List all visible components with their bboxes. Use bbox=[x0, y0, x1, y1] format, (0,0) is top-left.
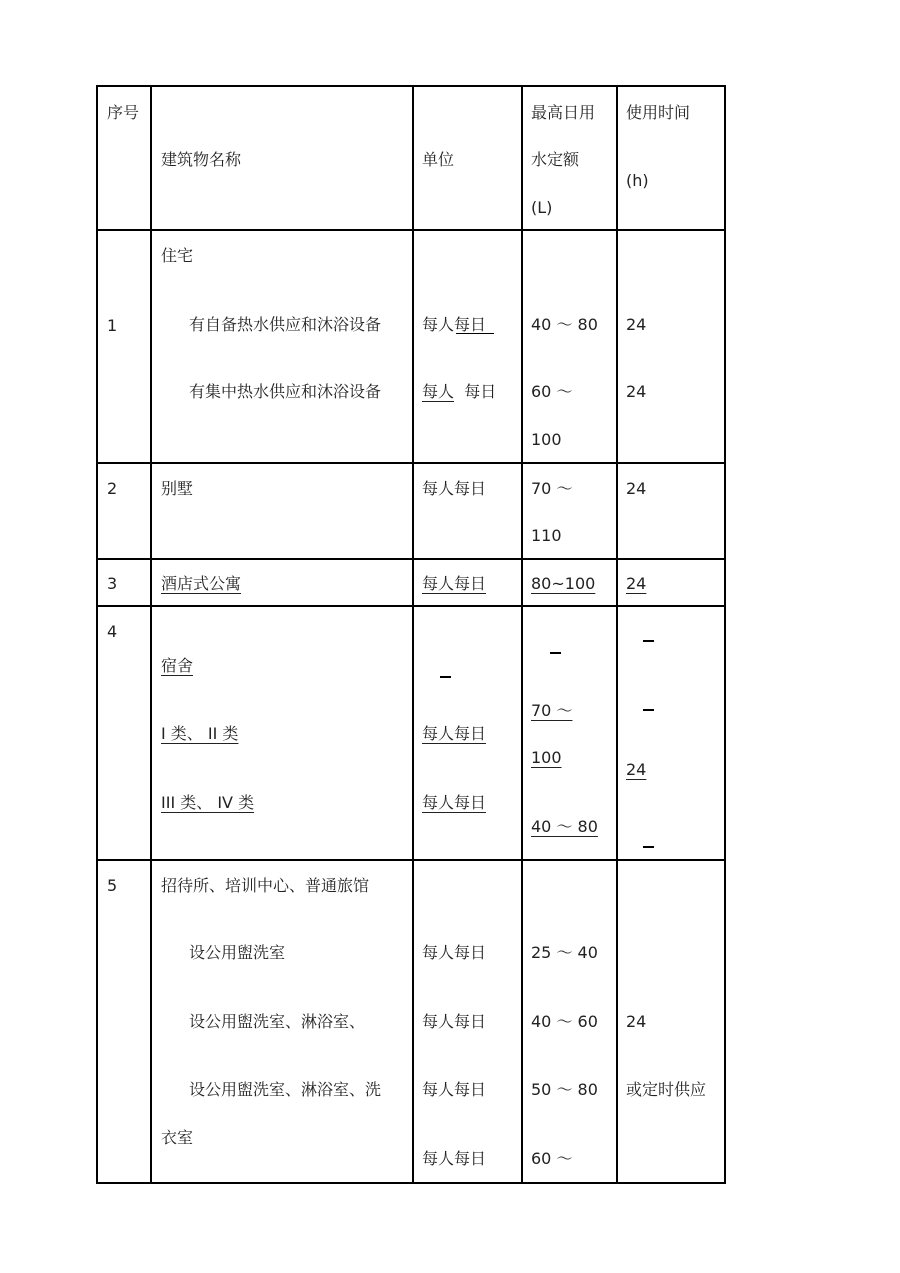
row5-sub2: 设公用盥洗室、淋浴室、 bbox=[189, 1012, 366, 1031]
row4-quota1-line1: 70 ～ bbox=[531, 701, 573, 720]
row2-seq: 2 bbox=[107, 479, 118, 498]
row2-name: 别墅 bbox=[161, 479, 194, 498]
row1-quota1: 40 ～ 80 bbox=[531, 315, 598, 334]
header-time-line2: (h) bbox=[626, 171, 649, 190]
row3-name: 酒店式公寓 bbox=[161, 574, 242, 593]
row1-name: 住宅 bbox=[161, 246, 194, 265]
row3-quota: 80~100 bbox=[531, 574, 596, 593]
row5-sub3-line1: 设公用盥洗室、淋浴室、洗 bbox=[189, 1080, 382, 1099]
row4-unit1: 每人每日 bbox=[422, 724, 487, 743]
row1-sub2: 有集中热水供应和沐浴设备 bbox=[189, 382, 382, 401]
row1-sub1: 有自备热水供应和沐浴设备 bbox=[189, 315, 382, 334]
row4-sub2: III 类、 IV 类 bbox=[161, 793, 255, 812]
row4-quota2: 40 ～ 80 bbox=[531, 817, 598, 836]
row2-time: 24 bbox=[626, 479, 647, 498]
header-name: 建筑物名称 bbox=[161, 150, 242, 169]
row5-sub3-line2: 衣室 bbox=[161, 1128, 194, 1147]
row5-quota3: 50 ～ 80 bbox=[531, 1080, 598, 1099]
row1-unit2 bbox=[422, 382, 496, 402]
col-divider-unit bbox=[521, 87, 523, 1182]
header-unit: 单位 bbox=[422, 150, 455, 169]
row5-unit1: 每人每日 bbox=[422, 943, 487, 962]
header-quota-line1: 最高日用 bbox=[531, 103, 596, 122]
header-seq: 序号 bbox=[107, 103, 140, 122]
row-divider-4 bbox=[98, 859, 724, 861]
row4-quota1-line2: 100 bbox=[531, 748, 562, 767]
water-quota-table bbox=[96, 85, 726, 1184]
row4-time-dash1 bbox=[643, 640, 654, 642]
row2-unit: 每人每日 bbox=[422, 479, 487, 498]
row-divider-header bbox=[98, 229, 724, 231]
row1-time1: 24 bbox=[626, 315, 647, 334]
row3-time: 24 bbox=[626, 574, 647, 593]
row4-unit-dash bbox=[440, 676, 451, 678]
row4-time-dash3 bbox=[643, 846, 654, 848]
col-divider-name bbox=[412, 87, 414, 1182]
row-divider-3 bbox=[98, 605, 724, 607]
row4-time-dash2 bbox=[643, 709, 654, 711]
row4-seq: 4 bbox=[107, 622, 118, 641]
row5-unit3: 每人每日 bbox=[422, 1080, 487, 1099]
row5-unit2: 每人每日 bbox=[422, 1012, 487, 1031]
row5-time1: 24 bbox=[626, 1012, 647, 1031]
header-quota-line2: 水定额 bbox=[531, 150, 580, 169]
row1-unit1 bbox=[422, 315, 486, 335]
row-divider-1 bbox=[98, 462, 724, 464]
row5-quota4: 60 ～ bbox=[531, 1149, 573, 1168]
row5-seq: 5 bbox=[107, 876, 118, 895]
row5-sub1: 设公用盥洗室 bbox=[189, 943, 286, 962]
row2-quota-line1: 70 ～ bbox=[531, 479, 573, 498]
row2-quota-line2: 110 bbox=[531, 526, 562, 545]
row1-quota2-line1: 60 ～ bbox=[531, 382, 573, 401]
header-time-line1: 使用时间 bbox=[626, 103, 691, 122]
row1-quota2-line2: 100 bbox=[531, 430, 562, 449]
row-divider-2 bbox=[98, 558, 724, 560]
col-divider-seq bbox=[150, 87, 152, 1182]
row4-time: 24 bbox=[626, 760, 647, 779]
row3-seq: 3 bbox=[107, 574, 118, 593]
row5-unit4: 每人每日 bbox=[422, 1149, 487, 1168]
row4-unit2: 每人每日 bbox=[422, 793, 487, 812]
row4-name: 宿舍 bbox=[161, 656, 194, 675]
row5-quota2: 40 ～ 60 bbox=[531, 1012, 598, 1031]
row1-unit1-underline bbox=[456, 333, 494, 334]
header-quota-line3: (L) bbox=[531, 198, 553, 217]
row1-unit2-part-b: 每日 bbox=[464, 382, 497, 401]
row5-quota1: 25 ～ 40 bbox=[531, 943, 598, 962]
row5-time2: 或定时供应 bbox=[626, 1080, 707, 1099]
row1-seq: 1 bbox=[107, 316, 118, 335]
row5-name: 招待所、培训中心、普通旅馆 bbox=[161, 876, 370, 895]
col-divider-quota bbox=[616, 87, 618, 1182]
row3-unit: 每人每日 bbox=[422, 574, 487, 593]
row1-unit1-text: 每人每日 bbox=[422, 315, 487, 334]
row4-quota-dash bbox=[550, 652, 561, 654]
row1-time2: 24 bbox=[626, 382, 647, 401]
row4-sub1: I 类、 II 类 bbox=[161, 724, 239, 743]
row1-unit2-part-a: 每人 bbox=[422, 382, 455, 401]
